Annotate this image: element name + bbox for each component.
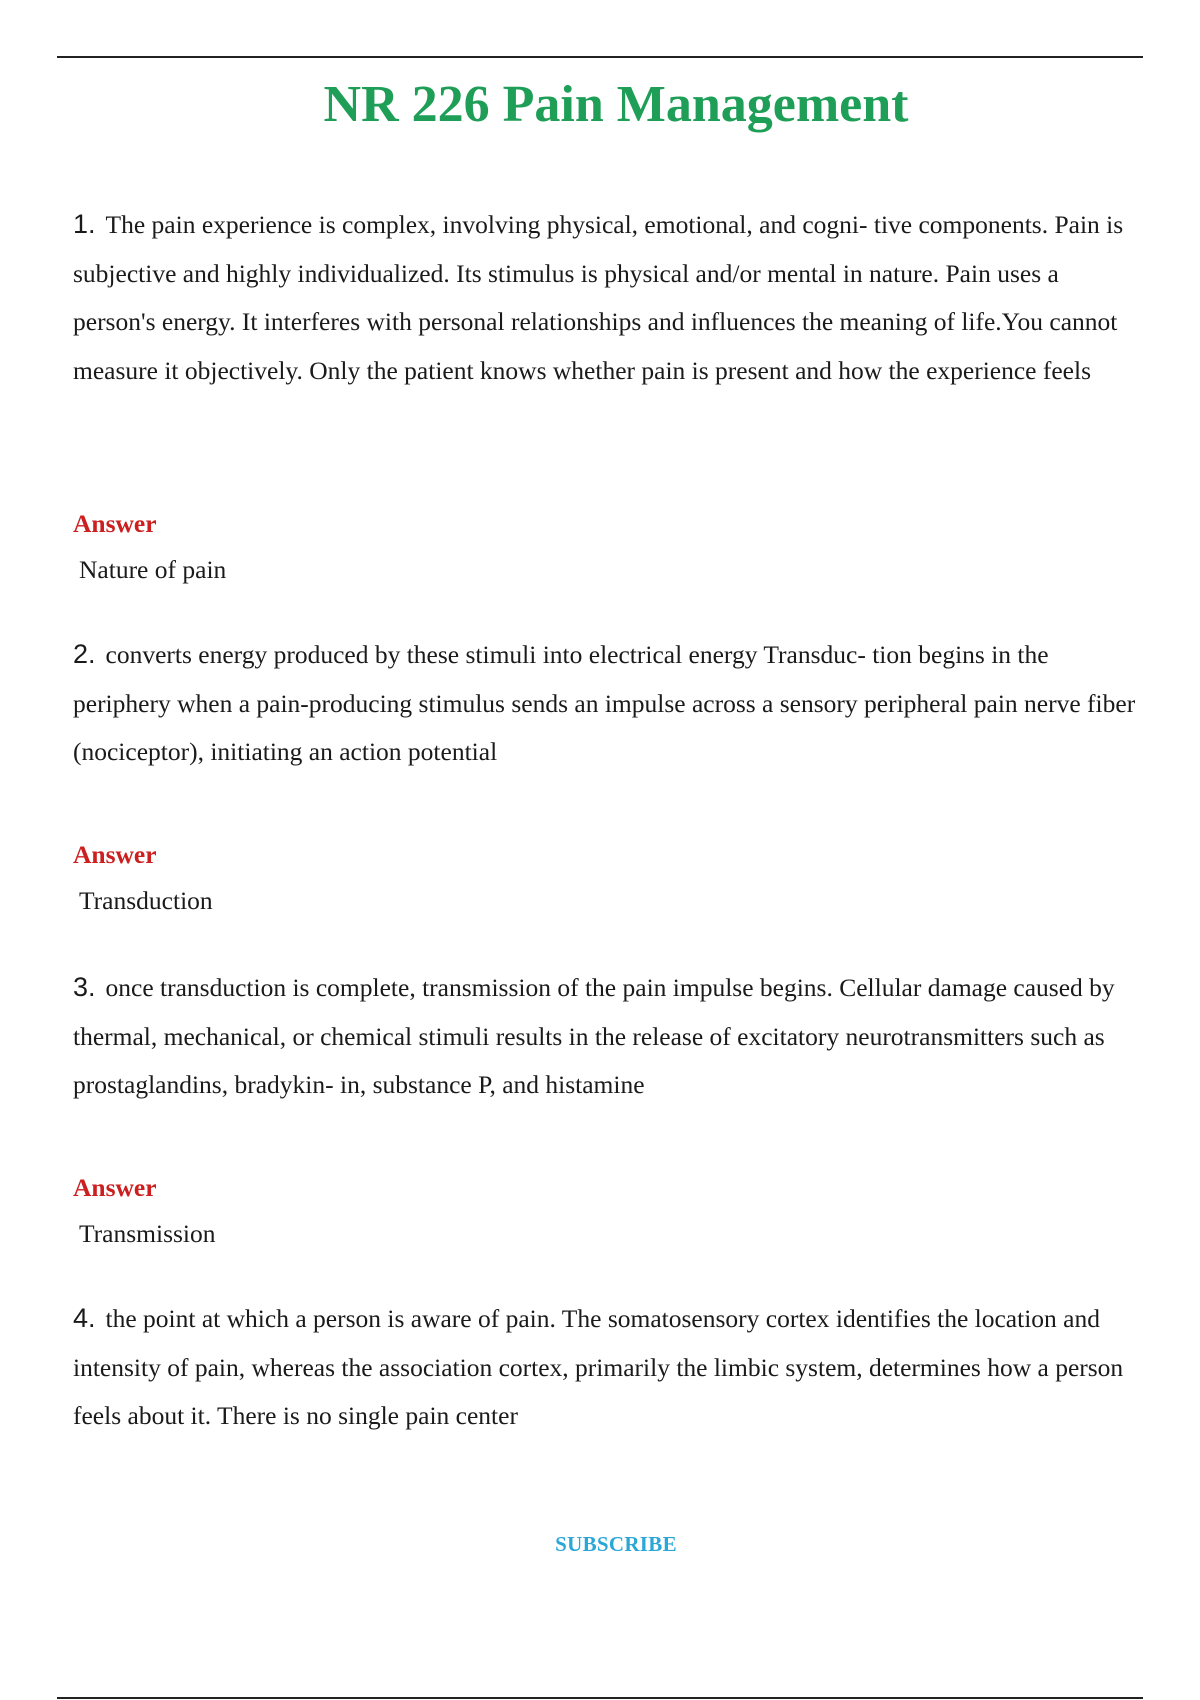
question-text: once transduction is complete, transmission of the pain impulse begins. Cellular damage caused by thermal, mechanical, or chemical stimuli results in the release of excitatory neurotransmitters such as prostaglandins, bradykin- in, substance P, and histamine — [73, 973, 1115, 1099]
question-number: 1. — [73, 209, 96, 239]
answer-text: Transmission — [79, 1219, 216, 1248]
answer-label: Answer — [73, 1173, 157, 1202]
answer-block-3 — [73, 1166, 1143, 1258]
question-number: 4. — [73, 1303, 96, 1333]
question-4 — [73, 1294, 1143, 1441]
bottom-rule — [57, 1697, 1143, 1699]
question-text: converts energy produced by these stimuli into electrical energy Transduc- tion begins in the periphery when a pain-producing stimulus sends an impulse across a sensory peripheral pain nerve fiber (nociceptor), initiating an action potential — [73, 640, 1136, 766]
question-number: 3. — [73, 972, 96, 1002]
page-title: NR 226 Pain Management — [323, 76, 909, 133]
answer-label: Answer — [73, 509, 157, 538]
question-1 — [73, 200, 1143, 395]
question-2 — [73, 630, 1143, 777]
answer-text: Transduction — [79, 886, 213, 915]
answer-label: Answer — [73, 840, 157, 869]
question-3 — [73, 963, 1143, 1110]
top-rule — [57, 56, 1143, 58]
question-number: 2. — [73, 639, 96, 669]
question-text: the point at which a person is aware of pain. The somatosensory cortex identifies the location and intensity of pain, whereas the association cortex, primarily the limbic system, determines how a person feels about it. There is no single pain center — [73, 1304, 1124, 1430]
answer-text: Nature of pain — [79, 555, 227, 584]
answer-block-2 — [73, 833, 1143, 925]
question-text: The pain experience is complex, involving physical, emotional, and cogni- tive components. Pain is subjective and highly individualized. Its stimulus is physical and/or mental in nature. Pain uses a person's energy. It interferes with personal relationships and influences the meaning of life.You cannot measure it objectively. Only the patient knows whether pain is present and how the experience feels — [73, 210, 1124, 385]
answer-block-1 — [73, 502, 1143, 594]
subscribe-link[interactable]: SUBSCRIBE — [555, 1532, 677, 1556]
